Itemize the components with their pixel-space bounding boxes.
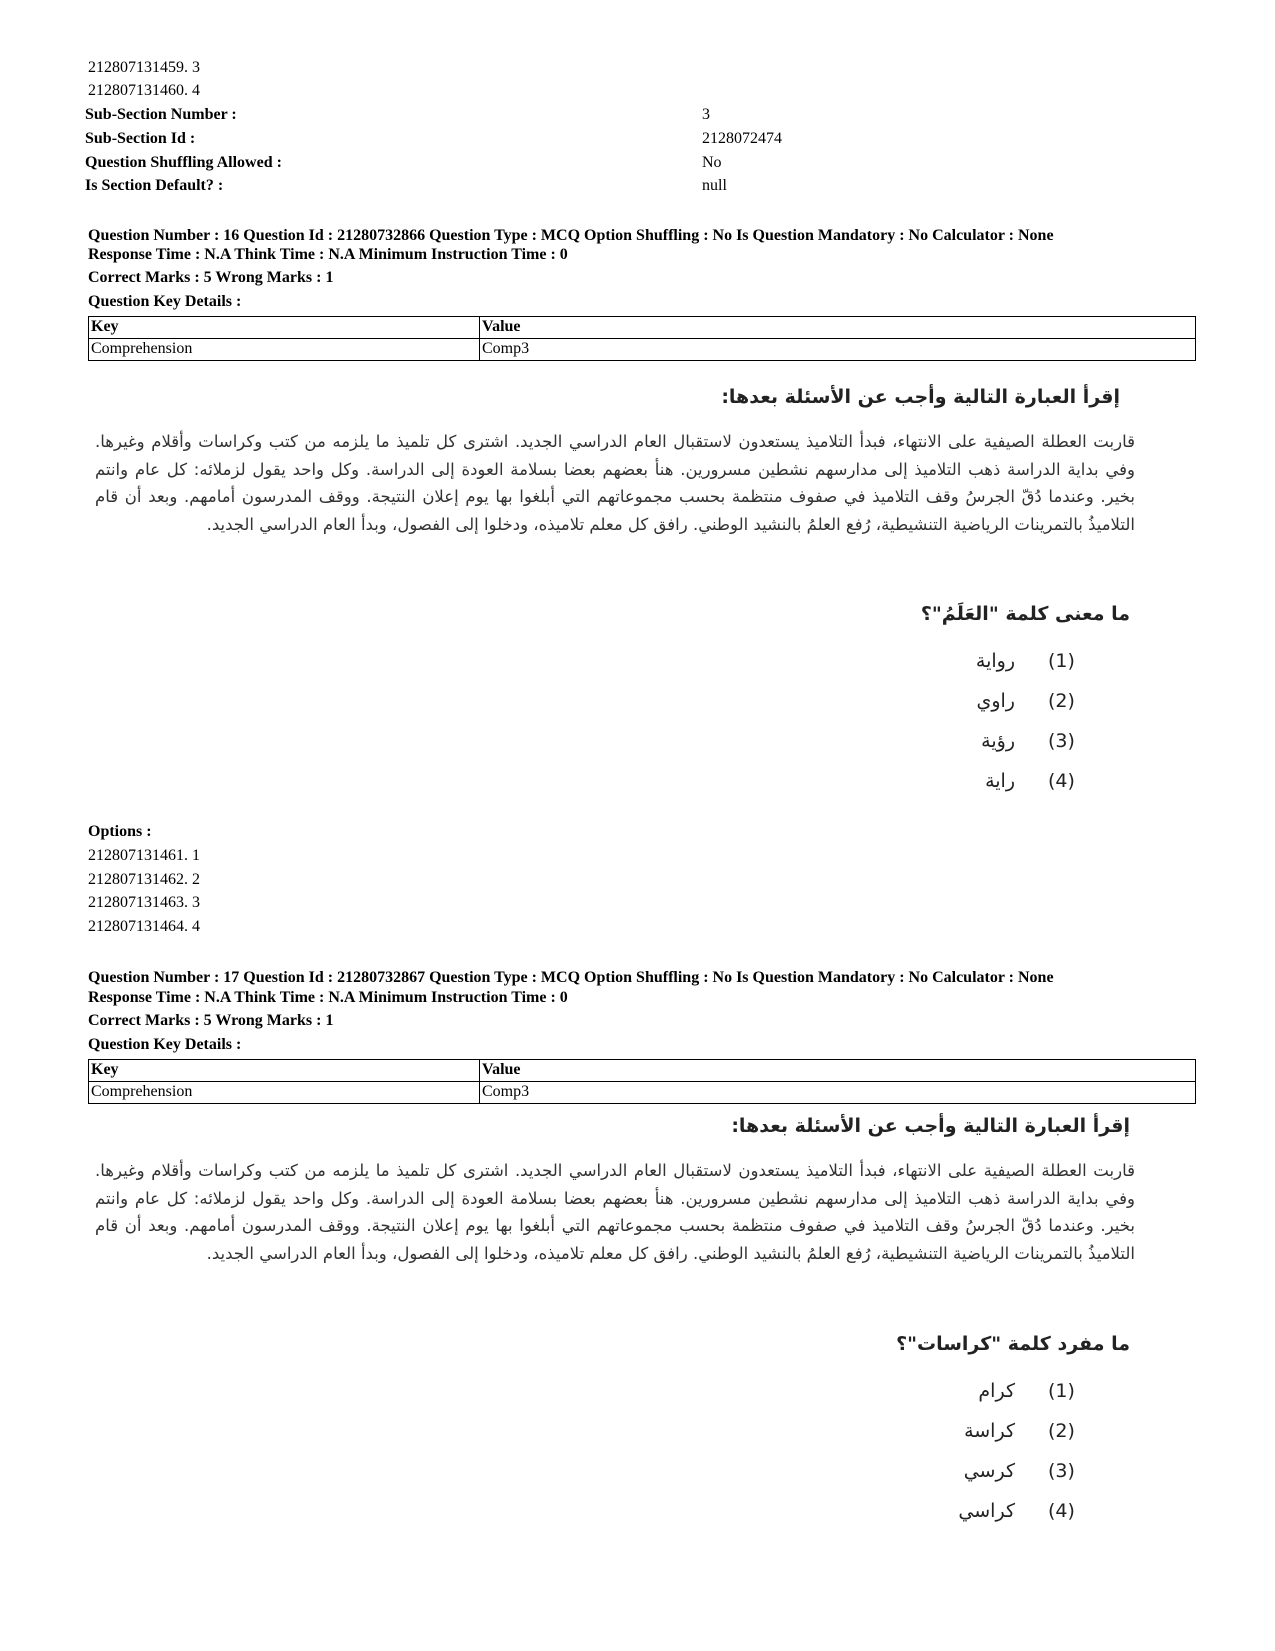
question-key-table <box>88 316 1196 361</box>
question-text: ما مفرد كلمة "كراسات"؟ <box>896 1333 1130 1355</box>
subsection-id-label: Sub-Section Id : <box>85 130 196 147</box>
table-header-key: Key <box>89 317 480 339</box>
choice-text: رواية <box>975 650 1015 672</box>
question-marks: Correct Marks : 5 Wrong Marks : 1 <box>88 269 334 286</box>
table-header-row <box>89 1060 1196 1082</box>
choice-text: كراسي <box>958 1500 1015 1522</box>
choice-item <box>0 768 1275 794</box>
table-row <box>89 339 1196 361</box>
option-line: 212807131462. 2 <box>88 871 200 888</box>
choice-text: راوي <box>976 690 1015 712</box>
question-text: ما معنى كلمة "العَلَمُ"؟ <box>920 603 1130 625</box>
question-meta-times: Response Time : N.A Think Time : N.A Minimum Instruction Time : 0 <box>88 246 568 263</box>
choice-item <box>0 1418 1275 1444</box>
question-shuffling-label: Question Shuffling Allowed : <box>85 154 282 171</box>
choice-text: راية <box>985 770 1015 792</box>
subsection-number-label: Sub-Section Number : <box>85 106 237 123</box>
choice-number: (2) <box>1048 690 1075 712</box>
subsection-number-value: 3 <box>702 106 710 123</box>
option-line: 212807131459. 3 <box>88 59 200 76</box>
option-line: 212807131463. 3 <box>88 894 200 911</box>
table-row <box>89 1082 1196 1104</box>
passage-instruction: إقرأ العبارة التالية وأجب عن الأسئلة بعدها: <box>721 386 1120 408</box>
choice-number: (2) <box>1048 1420 1075 1442</box>
table-header-value: Value <box>480 317 1196 339</box>
section-default-label: Is Section Default? : <box>85 177 224 194</box>
choice-number: (3) <box>1048 1460 1075 1482</box>
choice-item <box>0 1498 1275 1524</box>
question-shuffling-value: No <box>702 154 722 171</box>
passage-text: قاربت العطلة الصيفية على الانتهاء، فبدأ التلاميذ يستعدون لاستقبال العام الدراسي الجديد. اشترى كل تلميذ ما يلزمه من كتب وكراسات وأقلام وغيرها. وفي بداية الدراسة ذهب التلاميذ إلى مدارسهم نشطين مسرورين. هنأ بعضهم بعضا بسلامة العودة إلى الدراسة. وكل واحد يقول لزملائه: كل عام وانتم بخير. وعندما دُقّ الجرسُ وقف التلاميذ في صفوف منتظمة بحسب مجموعاتهم التي أبلغوا بها يوم إعلان النتيجة. ووقف المدرسون أمامهم. وبعد أن قام التلاميذُ بالتمرينات الرياضية التنشيطية، رُفع العلمُ بالنشيد الوطني. رافق كل معلم تلاميذه، ودخلوا إلى الفصول، وبدأ العام الدراسي الجديد. <box>95 1161 1135 1263</box>
choice-item <box>0 1458 1275 1484</box>
choice-item <box>0 648 1275 674</box>
option-line: 212807131464. 4 <box>88 918 200 935</box>
passage-instruction: إقرأ العبارة التالية وأجب عن الأسئلة بعدها: <box>731 1115 1130 1137</box>
choice-number: (4) <box>1048 770 1075 792</box>
question-key-details-label: Question Key Details : <box>88 1036 242 1053</box>
table-cell-key: Comprehension <box>89 339 480 361</box>
subsection-id-value: 2128072474 <box>702 130 782 147</box>
options-label: Options : <box>88 823 152 840</box>
table-header-value: Value <box>480 1060 1196 1082</box>
choice-text: كرسي <box>963 1460 1015 1482</box>
passage-text: قاربت العطلة الصيفية على الانتهاء، فبدأ التلاميذ يستعدون لاستقبال العام الدراسي الجديد. اشترى كل تلميذ ما يلزمه من كتب وكراسات وأقلام وغيرها. وفي بداية الدراسة ذهب التلاميذ إلى مدارسهم نشطين مسرورين. هنأ بعضهم بعضا بسلامة العودة إلى الدراسة. وكل واحد يقول لزملائه: كل عام وانتم بخير. وعندما دُقّ الجرسُ وقف التلاميذ في صفوف منتظمة بحسب مجموعاتهم التي أبلغوا بها يوم إعلان النتيجة. ووقف المدرسون أمامهم. وبعد أن قام التلاميذُ بالتمرينات الرياضية التنشيطية، رُفع العلمُ بالنشيد الوطني. رافق كل معلم تلاميذه، ودخلوا إلى الفصول، وبدأ العام الدراسي الجديد. <box>95 432 1135 534</box>
table-header-key: Key <box>89 1060 480 1082</box>
option-line: 212807131460. 4 <box>88 82 200 99</box>
option-line: 212807131461. 1 <box>88 847 200 864</box>
choice-number: (1) <box>1048 650 1075 672</box>
table-cell-key: Comprehension <box>89 1082 480 1104</box>
choice-number: (4) <box>1048 1500 1075 1522</box>
question-meta: Question Number : 17 Question Id : 21280732867 Question Type : MCQ Option Shuffling : No Is Question Mandatory : No Calculator : None <box>88 969 1054 986</box>
choice-item <box>0 688 1275 714</box>
table-header-row <box>89 317 1196 339</box>
table-cell-value: Comp3 <box>480 339 1196 361</box>
choice-text: رؤية <box>981 730 1015 752</box>
question-meta-times: Response Time : N.A Think Time : N.A Minimum Instruction Time : 0 <box>88 989 568 1006</box>
choice-text: كرام <box>978 1380 1015 1402</box>
choice-text: كراسة <box>964 1420 1015 1442</box>
section-default-value: null <box>702 177 727 194</box>
choice-number: (3) <box>1048 730 1075 752</box>
choice-item <box>0 1378 1275 1404</box>
table-cell-value: Comp3 <box>480 1082 1196 1104</box>
question-marks: Correct Marks : 5 Wrong Marks : 1 <box>88 1012 334 1029</box>
question-key-details-label: Question Key Details : <box>88 293 242 310</box>
choice-item <box>0 728 1275 754</box>
choice-number: (1) <box>1048 1380 1075 1402</box>
question-key-table <box>88 1059 1196 1104</box>
question-meta: Question Number : 16 Question Id : 21280732866 Question Type : MCQ Option Shuffling : No Is Question Mandatory : No Calculator : None <box>88 227 1054 244</box>
